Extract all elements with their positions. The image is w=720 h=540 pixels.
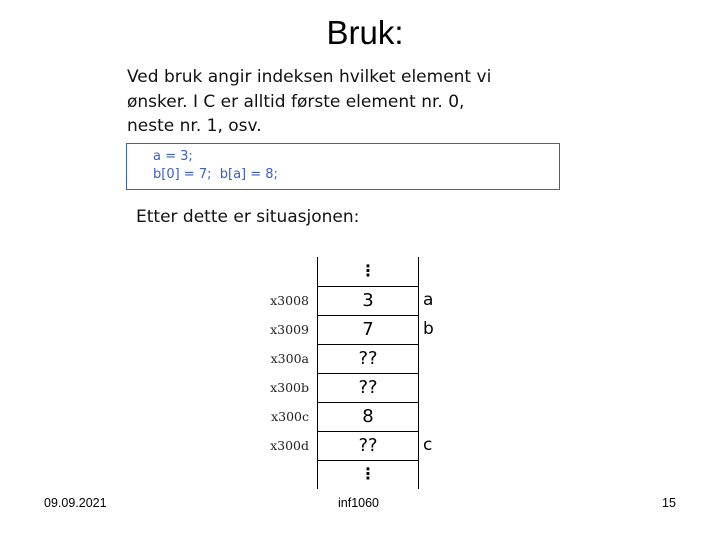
memory-cell-value: 3	[318, 286, 418, 315]
slide-title: Bruk:	[326, 14, 404, 51]
intro-line-2: ønsker. I C er alltid første element nr. 0,	[127, 91, 465, 112]
memory-address: x300b	[270, 380, 309, 395]
intro-line-1: Ved bruk angir indeksen hvilket element vi	[127, 67, 492, 87]
memory-variable-label: a	[423, 290, 434, 310]
memory-cell-value: 7	[318, 315, 418, 344]
memory-address: x300d	[270, 438, 309, 453]
after-text: Etter dette er situasjonen:	[136, 207, 360, 227]
code-line-1: a = 3;	[153, 149, 193, 164]
memory-diagram	[317, 257, 419, 489]
footer-page-number: 15	[662, 496, 676, 510]
intro-line-3: neste nr. 1, osv.	[127, 116, 262, 136]
footer-course: inf1060	[338, 496, 380, 510]
memory-cell-value: ??	[318, 431, 418, 461]
memory-address: x300a	[270, 351, 309, 366]
memory-variable-label: b	[423, 319, 434, 339]
memory-address: x300c	[271, 409, 309, 424]
intro-text	[127, 65, 567, 139]
memory-address: x3009	[270, 322, 309, 337]
memory-variable-label: c	[423, 435, 433, 455]
memory-cell-value: ??	[318, 373, 418, 402]
memory-bottom-ellipsis: ⋮	[360, 464, 376, 483]
memory-cell-value: ??	[318, 344, 418, 373]
code-box	[126, 143, 560, 190]
memory-address: x3008	[270, 293, 309, 308]
code-text	[153, 148, 278, 184]
memory-cell-value: 8	[318, 402, 418, 431]
footer-date: 09.09.2021	[44, 496, 107, 510]
memory-top-ellipsis: ⋮	[360, 261, 376, 280]
code-line-2: b[0] = 7; b[a] = 8;	[153, 167, 278, 182]
